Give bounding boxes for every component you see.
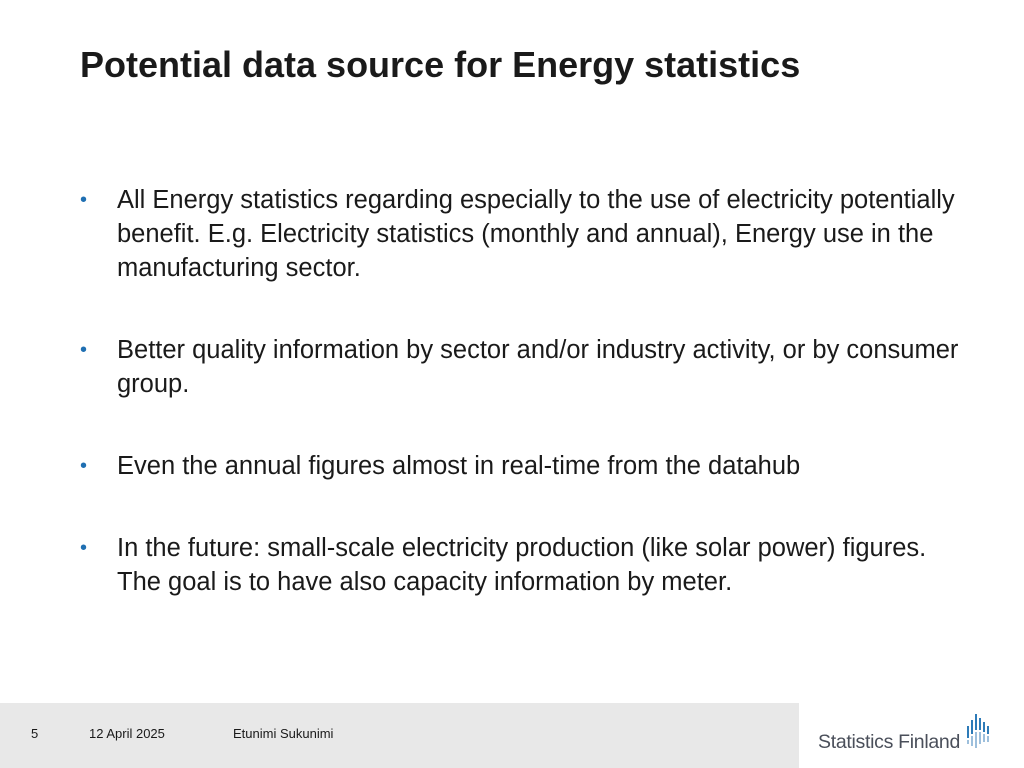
bullet-marker: •: [80, 189, 88, 211]
bullet-text: In the future: small-scale electricity production (like solar power) figures. The goal is to have also capacity information by meter.: [117, 534, 927, 596]
bullet-list: [80, 183, 960, 647]
statistics-finland-logo: [818, 712, 998, 757]
footer-author: Etunimi Sukunimi: [233, 726, 334, 741]
slide-title: Potential data source for Energy statistics: [80, 44, 801, 85]
bullet-item: [80, 183, 960, 285]
bullet-marker: •: [80, 455, 88, 477]
logo-text: Statistics Finland: [818, 731, 960, 753]
bullet-item: [80, 449, 960, 483]
bullet-item: [80, 333, 960, 401]
page-number: 5: [31, 726, 39, 741]
bullet-text: Better quality information by sector and/or industry activity, or by consumer group.: [117, 336, 959, 398]
bullet-marker: •: [80, 339, 88, 361]
slide-footer: [0, 703, 799, 768]
footer-date: 12 April 2025: [89, 726, 165, 741]
bullet-marker: •: [80, 537, 88, 559]
bullet-text: Even the annual figures almost in real-time from the datahub: [117, 452, 801, 480]
bullet-item: [80, 531, 960, 599]
bullet-text: All Energy statistics regarding especially to the use of electricity potentially benefit. E.g. Electricity statistics (monthly and annual), Energy use in the manufacturing sector.: [117, 186, 955, 282]
bar-chart-logo-icon: [966, 712, 990, 752]
